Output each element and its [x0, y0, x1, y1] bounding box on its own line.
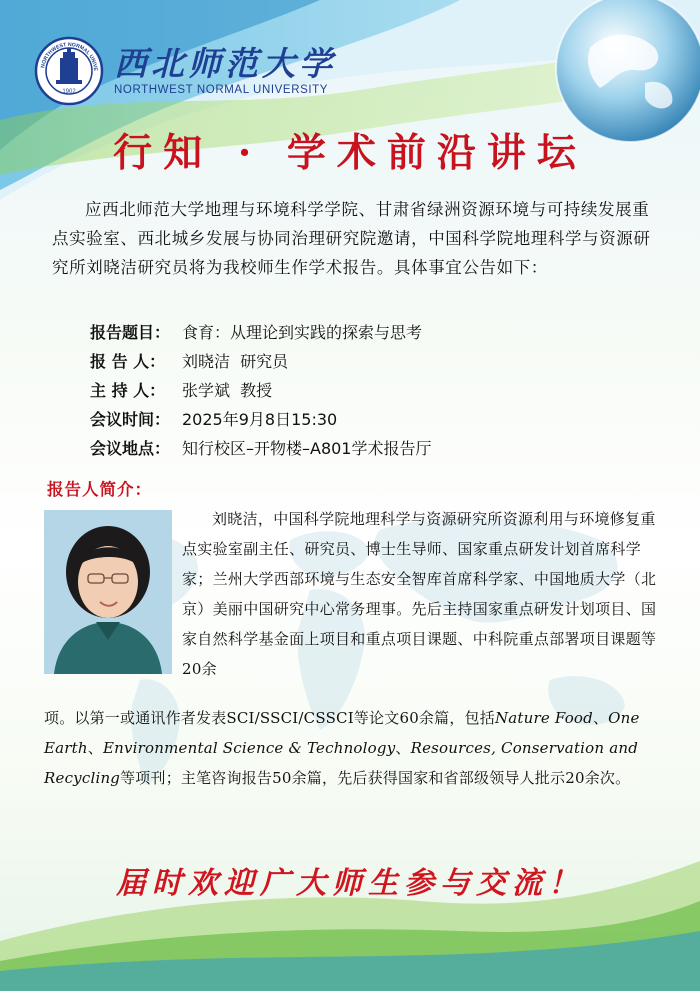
speaker-photo [44, 510, 172, 674]
university-name-cn: 西北师范大学 [114, 44, 336, 83]
time-value: 2025年9月8日15:30 [182, 410, 338, 429]
bio-text-a: 项。以第一或通讯作者发表SCI/SSCI/CSSCI等论文60余篇，包括 [44, 709, 495, 727]
topic-label: 报告题目： [90, 323, 171, 342]
host-label: 主 持 人： [90, 381, 166, 400]
university-seal-icon [34, 36, 104, 106]
journal-1: Nature Food [494, 709, 593, 727]
info-row-host [90, 376, 432, 405]
journal-4: Resources, Conservation and Recycling [44, 739, 639, 787]
closing-slogan: 届时欢迎广大师生参与交流！ [116, 866, 584, 901]
venue-label: 会议地点： [90, 439, 171, 458]
bottom-wave-decoration [0, 821, 700, 991]
info-row-speaker [90, 347, 432, 376]
speaker-value: 刘晓洁 研究员 [182, 352, 289, 371]
speaker-label: 报 告 人： [90, 352, 166, 371]
seal-year: 1902 [62, 89, 76, 95]
bio-heading: 报告人简介： [47, 480, 152, 499]
journal-sep-1: 、 [592, 709, 609, 727]
info-row-venue [90, 434, 432, 463]
host-value: 张学斌 教授 [182, 381, 273, 400]
bio-paragraph-rest [44, 703, 658, 793]
journal-sep-2: 、 [87, 739, 103, 757]
lecture-info [90, 318, 432, 463]
bio-paragraph-first: 刘晓洁，中国科学院地理科学与资源研究所资源利用与环境修复重点实验室副主任、研究员、博士生导师、国家重点研发计划首席科学家；兰州大学西部环境与生态安全智库首席科学家、中国地质大学（北京）美丽中国研究中心常务理事。先后主持国家重点研发计划项目、国家自然科学基金面上项目和重点项目课题、中科院重点部署项目课题等20余 [182, 510, 657, 678]
info-row-topic [90, 318, 432, 347]
journal-2: One Earth [44, 709, 640, 757]
university-name-en: NORTHWEST NORMAL UNIVERSITY [114, 84, 329, 96]
journal-3: Environmental Science & Technology [102, 739, 396, 757]
venue-value: 知行校区–开物楼–A801学术报告厅 [182, 439, 432, 458]
time-label: 会议时间： [90, 410, 171, 429]
university-logo [34, 36, 336, 106]
journal-sep-3: 、 [395, 739, 411, 757]
poster-title: 行知 · 学术前沿讲坛 [113, 130, 587, 176]
intro-paragraph: 应西北师范大学地理与环境科学学院、甘肃省绿洲资源环境与可持续发展重点实验室、西北城乡发展与协同治理研究院邀请，中国科学院地理科学与资源研究所刘晓洁研究员将为我校师生作学术报告。具体事宜公告如下： [52, 200, 651, 277]
bio-text-b: 等项刊；主笔咨询报告50余篇，先后获得国家和省部级领导人批示20余次。 [120, 769, 631, 787]
info-row-time [90, 405, 432, 434]
topic-value: 食育：从理论到实践的探索与思考 [182, 323, 423, 342]
seal-text: NORTHWEST NORMAL UNIVE [40, 41, 99, 72]
